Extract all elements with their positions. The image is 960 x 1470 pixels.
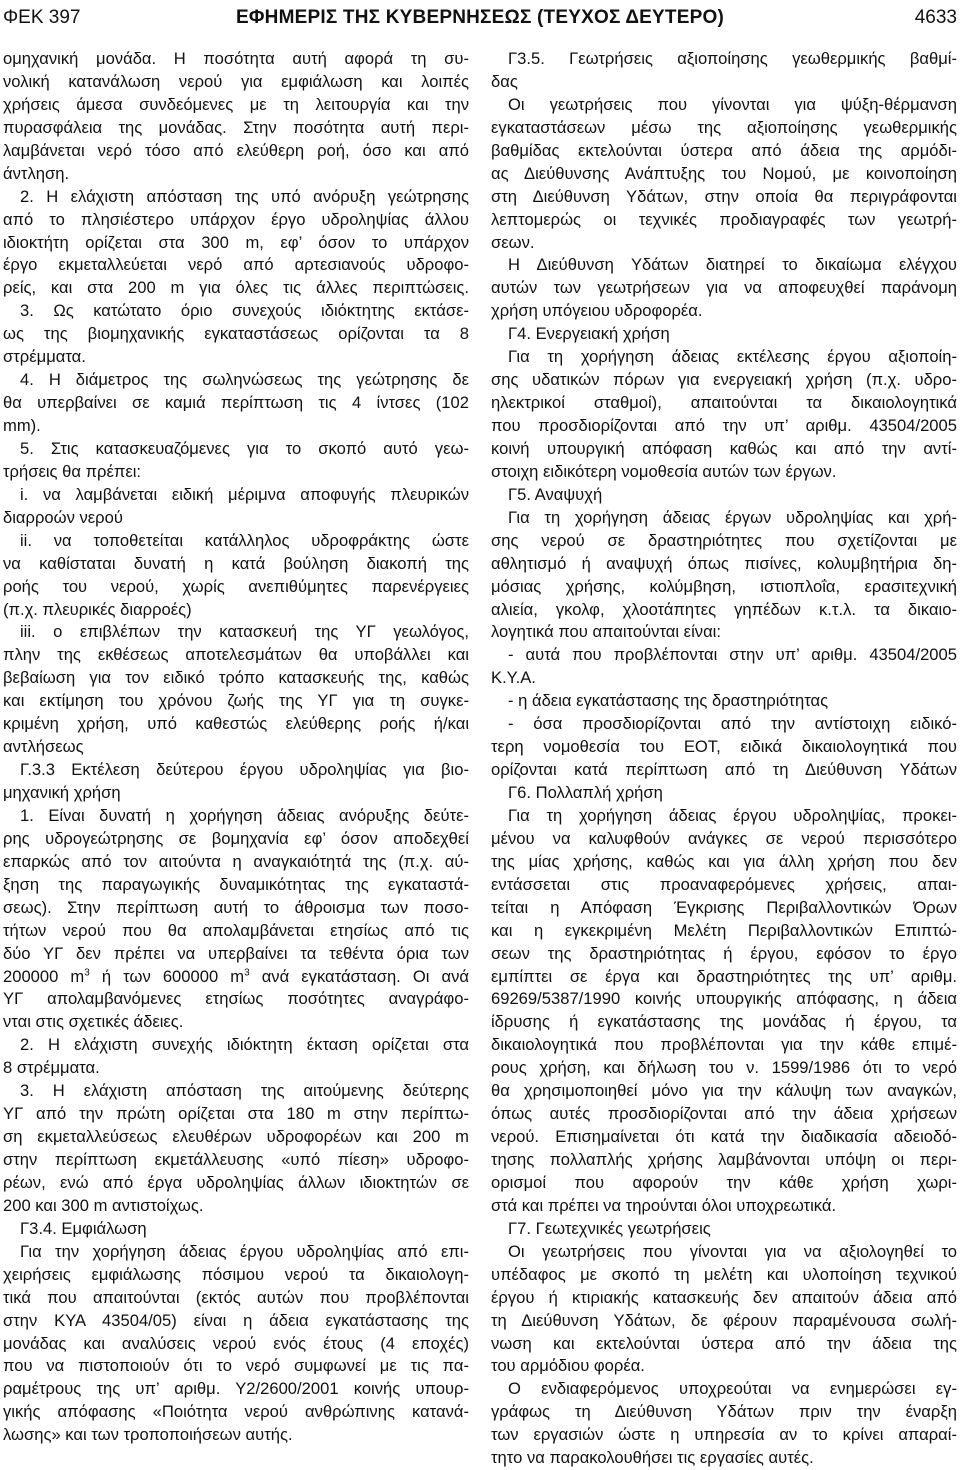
page-number: 4633 xyxy=(914,7,957,28)
text-line: σεων. xyxy=(491,232,535,252)
text-line: τήτων νερού που θα απολαμβάνεται ετησίως από τις xyxy=(3,920,469,940)
text-line: σεων της δραστηριότητας ή έργου, εφόσον το έργο xyxy=(491,943,957,963)
right-column xyxy=(491,48,957,1470)
superscript: 3 xyxy=(84,966,90,978)
text-line: iii. ο επιβλέπων την κατασκευή της ΥΓ γεωλόγος, xyxy=(20,622,469,642)
superscript: 3 xyxy=(244,966,250,978)
text-line: ΥΓ απολαμβανόμενες ετησίως ποσότητες αναγράφο- xyxy=(3,989,469,1009)
text-line: τικά που απαιτούνται (εκτός αυτών που προβλέπονται xyxy=(3,1287,469,1307)
text-line: και εκτίμηση του χρόνου ζωής της ΥΓ για τη συγκε- xyxy=(3,691,469,711)
text-line: στην περίπτωση εκμετάλλευσης «υπό πίεση» υδροφο- xyxy=(3,1150,469,1169)
text-line: έργου ή κτιριακής κατασκευής δεν απαιτούν άδεια από xyxy=(491,1287,957,1307)
text-line: ας Διεύθυνσης Ανάπτυξης του Νομού, με κοινοποίηση xyxy=(491,163,957,183)
text-line: βεβαίωση για τον ειδικό τρόπο κατασκευής της, καθώς xyxy=(3,668,469,688)
text-line: τρήσεις θα πρέπει: xyxy=(3,461,142,481)
text-line: Γ4. Ενεργειακή χρήση xyxy=(508,324,670,344)
text-line: τητο να παρακολουθήσει τις εργασίες αυτές. xyxy=(491,1448,814,1468)
text-line: ραμέτρους της υπ’ αριθμ. Υ2/2600/2001 κοινής υπουρ- xyxy=(3,1379,469,1399)
text-line: 3. Η ελάχιστη απόσταση της αιτούμενης δεύτερης xyxy=(20,1081,469,1101)
text-line: ρης υδρογεώτρησης σε βομηχανία εφ’ όσον αποδεχθεί xyxy=(3,828,469,848)
text-line: εγκαταστάσεων μέσω της αξιοποίησης γεωθερμικής xyxy=(491,117,957,137)
text-line: που προσδιορίζονται από την υπ’ αριθμ. 43504/2005 xyxy=(491,416,957,435)
text-line: ρέων, ενώ από έργα υδροληψίας άλλων ιδιοκτητών σε xyxy=(3,1172,469,1192)
text-line: ηλεκτρικοί σταθμοί), απαιτούνται τα δικαιολογητικά xyxy=(491,393,957,413)
text-line: και η εγκεκριμένη Μελέτη Περιβαλλοντικών Επιπτώ- xyxy=(491,920,957,940)
text-line: - αυτά που προβλέπονται στην υπ’ αριθμ. 43504/2005 xyxy=(508,645,957,665)
text-line: μηχανική χρήση xyxy=(3,783,121,802)
text-line: βαθμίδας εκτελούνται ύστερα από άδεια της αρμόδι- xyxy=(491,140,957,160)
text-line: έργο εκμεταλλεύεται νερό από αρτεσιανούς υδροφο- xyxy=(3,255,469,275)
text-line: χειρήσεις εμφιάλωσης πόσιμου νερού τα δικαιολογη- xyxy=(3,1264,469,1284)
text-line: των εργασιών ώστε η υπηρεσία αν το κρίνει απαραί- xyxy=(491,1425,957,1445)
text-line: γικής απόφασης «Ποιότητα νερού ανθρώπινης κατανά- xyxy=(3,1402,469,1422)
text-line: λωσης» και των τροποποιήσεων αυτής. xyxy=(3,1425,293,1445)
text-line: σης υδατικών πόρων για ενεργειακή χρήση (π.χ. υδρο- xyxy=(491,370,957,390)
text-line: Γ5. Αναψυχή xyxy=(508,484,603,504)
text-line: στην ΚΥΑ 43504/05) είναι η άδεια εγκατάστασης της xyxy=(3,1310,469,1330)
text-line: λεπτομερώς οι τεχνικές προδιαγραφές των γεωτρή- xyxy=(491,209,957,229)
text-line: στοιχη ειδικότερη νομοθεσία αυτών των έργων. xyxy=(491,461,837,481)
text-line: Γ6. Πολλαπλή χρήση xyxy=(508,783,663,802)
text-line: λογητικά που απαιτούνται είναι: xyxy=(491,622,721,642)
text-line: τη Διεύθυνση Υδάτων, δε φέρουν παραμένουσα σωλή- xyxy=(491,1310,957,1330)
text-line: (π.χ. πλευρικές διαρροές) xyxy=(3,599,192,619)
text-line: 2. Η ελάχιστη συνεχής ιδιόκτητη έκταση ορίζεται στα xyxy=(20,1035,469,1055)
left-column xyxy=(3,48,469,1447)
text-line: Γ7. Γεωτεχνικές γεωτρήσεις xyxy=(508,1218,711,1238)
text-line: 5. Στις κατασκευαζόμενες για το σκοπό αυτό γεω- xyxy=(20,438,469,458)
text-line: σης νερού σε δραστηριότητες που σχετίζονται με xyxy=(491,530,957,550)
text-line: μένου να καλυφθούν ανάγκες σε νερού περισσότερο xyxy=(491,828,957,848)
text-line: της μίας χρήσης, καθώς και για άλλη χρήση που δεν xyxy=(491,851,957,871)
text-line: ση εκμεταλλεύσεως ελευθέρων υδροφορέων και 200 m xyxy=(3,1127,469,1147)
text-line: νωση και εκτελούνται ύστερα από την άδεια της xyxy=(491,1333,957,1353)
text-line: δας xyxy=(491,71,518,91)
text-line: δύο ΥΓ δεν πρέπει να υπερβαίνει τα τεθέντα όρια των xyxy=(3,943,469,963)
text-line: τησης πολλαπλής χρήσης λαμβάνονται υπόψη οι περι- xyxy=(491,1150,957,1169)
text-line: εντάσσεται στις προαναφερόμενες χρήσεις, απαι- xyxy=(491,874,957,894)
text-line: Οι γεωτρήσεις που γίνονται για ψύξη-θέρμανση xyxy=(508,94,957,114)
text-line: σεως). Στην περίπτωση αυτή το άθροισμα των ποσο- xyxy=(3,897,469,917)
text-line: που να πιστοποιούν ότι το νερό συμφωνεί με τις πα- xyxy=(3,1356,469,1376)
text-line: από το πλησιέστερο υπάρχον έργο υδροληψίας άλλου xyxy=(3,209,469,229)
text-line: εμπίπτει σε έργα και δραστηριότητες της υπ’ αριθμ. xyxy=(491,966,957,986)
text-line: όπως αυτές προσδιορίζονται από την άδεια χρήσεων xyxy=(491,1104,957,1124)
text-line: αλιεία, γκολφ, χλοοτάπητες γηπέδων κ.τ.λ. τα δικαιο- xyxy=(491,599,957,619)
text-line: - η άδεια εγκατάστασης της δραστηριότητας xyxy=(508,691,829,711)
text-line: τερη νομοθεσία του ΕΟΤ, ειδικά δικαιολογητικά που xyxy=(491,737,957,757)
text-line: χρήση υπόγειου υδροφορέα. xyxy=(491,301,703,321)
text-line: στά και πρέπει να τηρούνται όλοι υποχρεωτικά. xyxy=(491,1195,837,1215)
text-line: ΥΓ από την πρώτη ορίζεται στα 180 m στην περίπτω- xyxy=(3,1104,469,1124)
text-line: τείται η Απόφαση Έγκρισης Περιβαλλοντικών Όρων xyxy=(491,897,957,917)
text-line: αυτών των γεωτρήσεων για να αποφευχθεί παράνομη xyxy=(491,278,957,298)
text-line: να καθίσταται δυνατή η κατά βούληση διακοπή της xyxy=(3,553,469,573)
text-line: στη Διεύθυνση Υδάτων, στην οποία θα περιγράφονται xyxy=(491,186,957,206)
text-line: Γ.3.3 Εκτέλεση δεύτερου έργου υδροληψίας για βιο- xyxy=(20,760,469,780)
text-line: i. να λαμβάνεται ειδική μέριμνα αποφυγής πλευρικών xyxy=(20,484,469,504)
text-line: ορίζονται κατά περίπτωση από τη Διεύθυνση Υδάτων xyxy=(491,760,957,780)
text-line: - όσα προσδιορίζονται από την αντίστοιχη ειδικό- xyxy=(508,714,957,734)
text-line: 1. Είναι δυνατή η χορήγηση άδειας ανόρυξης δεύτε- xyxy=(20,805,469,825)
text-line: άντληση. xyxy=(3,163,70,183)
text-line: διαρροών νερού xyxy=(3,507,123,527)
text-line: ίδρυσης ή εγκατάστασης της μονάδας ή έργου, τα xyxy=(491,1012,957,1032)
gazette-title: ΕΦΗΜΕΡΙΣ ΤΗΣ ΚΥΒΕΡΝΗΣΕΩΣ (ΤΕΥΧΟΣ ΔΕΥΤΕΡΟ) xyxy=(236,7,724,28)
text-line: ορισμοί που αφορούν την κάθε χρήση χωρι- xyxy=(491,1172,957,1192)
text-line: νται στις σχετικές άδειες. xyxy=(3,1012,184,1032)
text-line: Γ3.4. Εμφιάλωση xyxy=(20,1218,147,1238)
text-line: πυρασφάλεια της μονάδας. Στην ποσότητα αυτή περι- xyxy=(3,117,469,137)
text-line: Η Διεύθυνση Υδάτων διατηρεί το δικαίωμα ελέγχου xyxy=(508,255,957,275)
text-line: κριμένη χρήση, υπό καθεστώς ελεύθερης ροής ή/και xyxy=(3,714,469,734)
text-line: μονάδας και αναλύσεις νερού ενός έτους (4 εποχές) xyxy=(3,1333,469,1353)
page-header xyxy=(0,6,960,36)
text-line: mm). xyxy=(3,416,41,435)
text-line: 200000 $m^3$ ή των 600000 $m^3$ ανά εγκατάσταση. Οι ανά xyxy=(3,966,469,986)
text-line: δικαιολογητικά που προβλέπονται για την κάθε επιμέ- xyxy=(491,1035,957,1055)
text-line: Οι γεωτρήσεις που γίνονται για να αξιολογηθεί το xyxy=(508,1241,957,1261)
text-line: θα χρησιμοποιηθεί μόνο για την κάλυψη των αναγκών, xyxy=(491,1081,957,1101)
text-line: υπέδαφος με σκοπό τη μελέτη και υλοποίηση τεχνικού xyxy=(491,1264,957,1284)
text-line: νολική κατανάλωση νερού για εμφιάλωση και λοιπές xyxy=(3,71,469,91)
text-line: αθλητισμό ή αναψυχή όπως πισίνες, κολυμβητήρια δη- xyxy=(491,553,957,573)
text-line: πλην της εκθέσεως αποτελεσμάτων θα υποβάλλει και xyxy=(3,645,469,665)
text-line: ρους χρήση, και δήλωση του ν. 1599/1986 ότι το νερό xyxy=(491,1058,957,1078)
text-line: ομηχανική μονάδα. Η ποσότητα αυτή αφορά τη συ- xyxy=(3,49,469,68)
text-line: ξηση της παραγωγικής δυναμικότητας της εγκαταστά- xyxy=(3,874,469,894)
text-line: ii. να τοποθετείται κατάλληλος υδροφράκτης ώστε xyxy=(20,530,469,550)
text-line: κοινή υπουργική απόφαση καθώς και από την αντί- xyxy=(491,438,957,458)
text-line: χρήσεις άμεσα συνδεόμενες με τη λειτουργία και την xyxy=(3,94,469,114)
text-line: 8 στρέμματα. xyxy=(3,1058,100,1078)
text-line: ρείς, και στα 200 m για όλες τις άλλες περιπτώσεις. xyxy=(3,278,469,298)
text-line: ροής του νερού, χωρίς ανεπιθύμητες παρενέργειες xyxy=(3,576,469,596)
text-line: γράφως τη Διεύθυνση Υδάτων πριν την έναρξη xyxy=(491,1402,957,1422)
text-line: Γ3.5. Γεωτρήσεις αξιοποίησης γεωθερμικής βαθμί- xyxy=(508,49,957,68)
text-line: λαμβάνεται νερό τόσο από ελεύθερη ροή, όσο και από xyxy=(3,140,469,160)
gazette-issue: ΦΕΚ 397 xyxy=(3,7,81,28)
text-line: Για τη χορήγηση άδειας έργου υδροληψίας, προκει- xyxy=(508,805,957,825)
text-line: 4. Η διάμετρος της σωληνώσεως της γεώτρησης δε xyxy=(20,370,469,390)
text-line: Για την χορήγηση άδειας έργου υδροληψίας από επι- xyxy=(20,1241,469,1261)
text-line: επαρκώς από τον αιτούντα η αναγκαιότητά της (π.χ. αύ- xyxy=(3,851,469,871)
text-line: νερού. Επισημαίνεται ότι κατά την διαδικασία αδειοδό- xyxy=(491,1127,957,1147)
text-line: αντλήσεως xyxy=(3,737,84,757)
text-line: του αρμόδιου φορέα. xyxy=(491,1356,645,1376)
text-line: 69269/5387/1990 κοινής υπουργικής απόφασης, η άδεια xyxy=(491,989,957,1009)
text-line: 2. Η ελάχιστη απόσταση της υπό ανόρυξη γεώτρησης xyxy=(20,186,469,206)
text-line: στρέμματα. xyxy=(3,347,86,367)
text-line: Κ.Υ.Α. xyxy=(491,668,536,688)
text-line: 200 και 300 m αντιστοίχως. xyxy=(3,1195,204,1215)
text-line: Ο ενδιαφερόμενος υποχρεούται να ενημερώσει εγ- xyxy=(508,1379,957,1399)
text-line: ιδιοκτήτη ορίζεται στα 300 m, εφ’ όσον το υπάρχον xyxy=(3,232,469,252)
text-line: Για τη χορήγηση άδειας εκτέλεσης έργου αξιοποίη- xyxy=(508,347,957,367)
text-line: θα υπερβαίνει σε καμιά περίπτωση τις 4 ίντσες (102 xyxy=(3,393,469,413)
text-line: μόσιας χρήσης, κολύμβηση, ιστιοπλοΐα, ερασιτεχνική xyxy=(491,576,957,596)
text-line: ως της βιομηχανικής εγκαταστάσεως ορίζονται τα 8 xyxy=(3,324,469,344)
text-line: 3. Ως κατώτατο όριο συνεχούς ιδιόκτητης εκτάσε- xyxy=(20,301,469,321)
text-line: Για τη χορήγηση άδειας έργων υδροληψίας και χρή- xyxy=(508,507,957,527)
